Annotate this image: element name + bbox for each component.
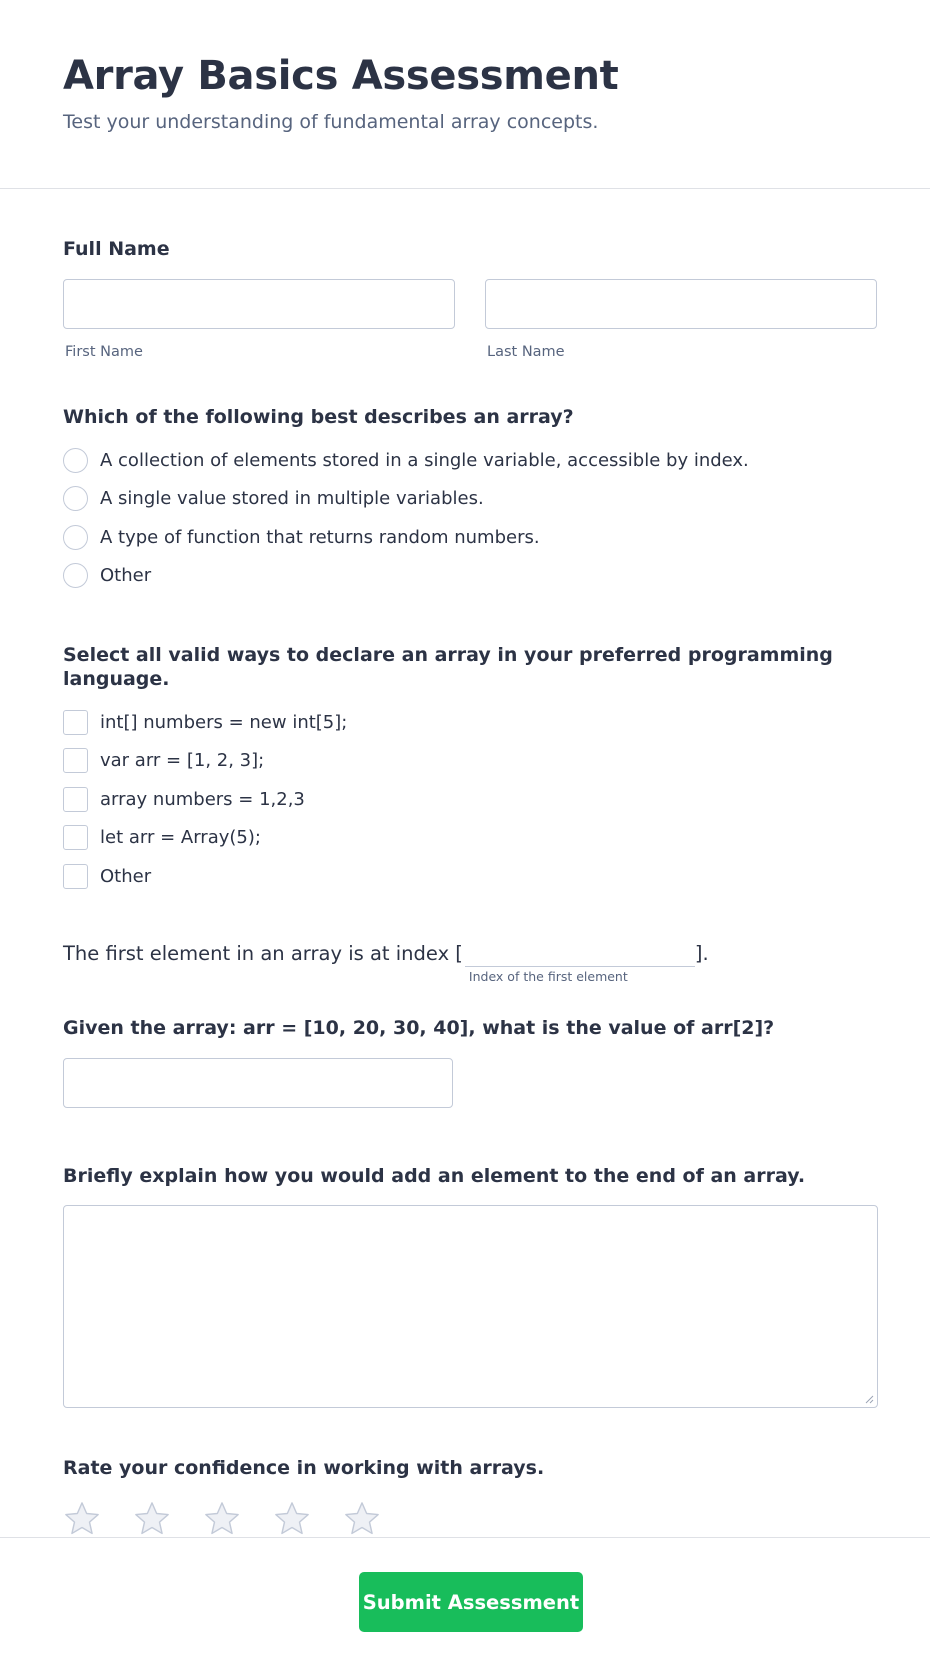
array-definition-options [63, 441, 867, 595]
radio-button[interactable] [63, 563, 88, 588]
star-icon[interactable] [273, 1500, 311, 1538]
radio-button[interactable] [63, 448, 88, 473]
explain-question [63, 1164, 867, 1408]
first-index-suffix: ]. [694, 941, 709, 965]
checkbox-option-label: array numbers = 1,2,3 [100, 788, 305, 810]
checkbox-option[interactable] [63, 703, 867, 742]
last-name-sublabel: Last Name [487, 344, 565, 360]
radio-option[interactable] [63, 518, 867, 557]
declare-array-options [63, 703, 867, 896]
radio-button[interactable] [63, 525, 88, 550]
checkbox-option-label: int[] numbers = new int[5]; [100, 711, 348, 733]
full-name-question [63, 237, 867, 361]
checkbox[interactable] [63, 787, 88, 812]
checkbox[interactable] [63, 864, 88, 889]
first-index-sublabel: Index of the first element [468, 968, 628, 984]
submit-button[interactable]: Submit Assessment [359, 1572, 583, 1632]
full-name-label: Full Name [63, 238, 170, 260]
radio-option-label: A collection of elements stored in a single variable, accessible by index. [100, 449, 749, 471]
form-title: Array Basics Assessment [63, 53, 619, 99]
first-index-field [465, 940, 695, 984]
checkbox-option-label: var arr = [1, 2, 3]; [100, 750, 265, 772]
explain-label: Briefly explain how you would add an element to the end of an array. [63, 1164, 806, 1187]
array-value-input[interactable] [63, 1058, 453, 1108]
radio-button[interactable] [63, 486, 88, 511]
checkbox-option-label: Other [100, 865, 152, 887]
first-name-column [63, 279, 455, 361]
last-name-input[interactable] [485, 279, 877, 329]
radio-option-label: A type of function that returns random numbers. [100, 526, 540, 548]
array-value-label: Given the array: arr = [10, 20, 30, 40], what is the value of arr[2]? [63, 1016, 775, 1039]
first-index-question [63, 940, 867, 984]
radio-option-label: Other [100, 565, 152, 587]
explain-textarea[interactable] [63, 1205, 878, 1408]
checkbox-option[interactable] [63, 819, 867, 858]
star-icon[interactable] [203, 1500, 241, 1538]
declare-array-label: Select all valid ways to declare an array in your preferred programming language. [63, 644, 833, 690]
first-name-input[interactable] [63, 279, 455, 329]
form-content [0, 237, 930, 1538]
radio-option-label: A single value stored in multiple variables. [100, 488, 484, 510]
star-icon[interactable] [343, 1500, 381, 1538]
star-icon[interactable] [133, 1500, 171, 1538]
form-footer [0, 1537, 930, 1678]
confidence-rating-label: Rate your confidence in working with arrays. [63, 1456, 545, 1479]
declare-array-question [63, 643, 867, 896]
checkbox-option-label: let arr = Array(5); [100, 827, 261, 849]
first-index-prefix: The first element in an array is at index [ [63, 941, 463, 965]
array-value-question [63, 1016, 867, 1108]
array-definition-question [63, 405, 867, 595]
array-definition-label: Which of the following best describes an array? [63, 406, 574, 428]
form-header [0, 0, 930, 189]
form-subtitle: Test your understanding of fundamental array concepts. [63, 111, 599, 133]
confidence-rating-question [63, 1456, 867, 1538]
radio-option[interactable] [63, 557, 867, 596]
full-name-row [63, 279, 867, 361]
resize-handle-icon[interactable] [864, 1394, 874, 1404]
checkbox-option[interactable] [63, 742, 867, 781]
checkbox[interactable] [63, 748, 88, 773]
checkbox-option[interactable] [63, 857, 867, 896]
first-index-input[interactable] [465, 940, 695, 967]
checkbox[interactable] [63, 825, 88, 850]
star-rating [63, 1500, 867, 1538]
last-name-column [485, 279, 877, 361]
radio-option[interactable] [63, 480, 867, 519]
radio-option[interactable] [63, 441, 867, 480]
checkbox[interactable] [63, 710, 88, 735]
star-icon[interactable] [63, 1500, 101, 1538]
checkbox-option[interactable] [63, 780, 867, 819]
first-name-sublabel: First Name [65, 344, 143, 360]
